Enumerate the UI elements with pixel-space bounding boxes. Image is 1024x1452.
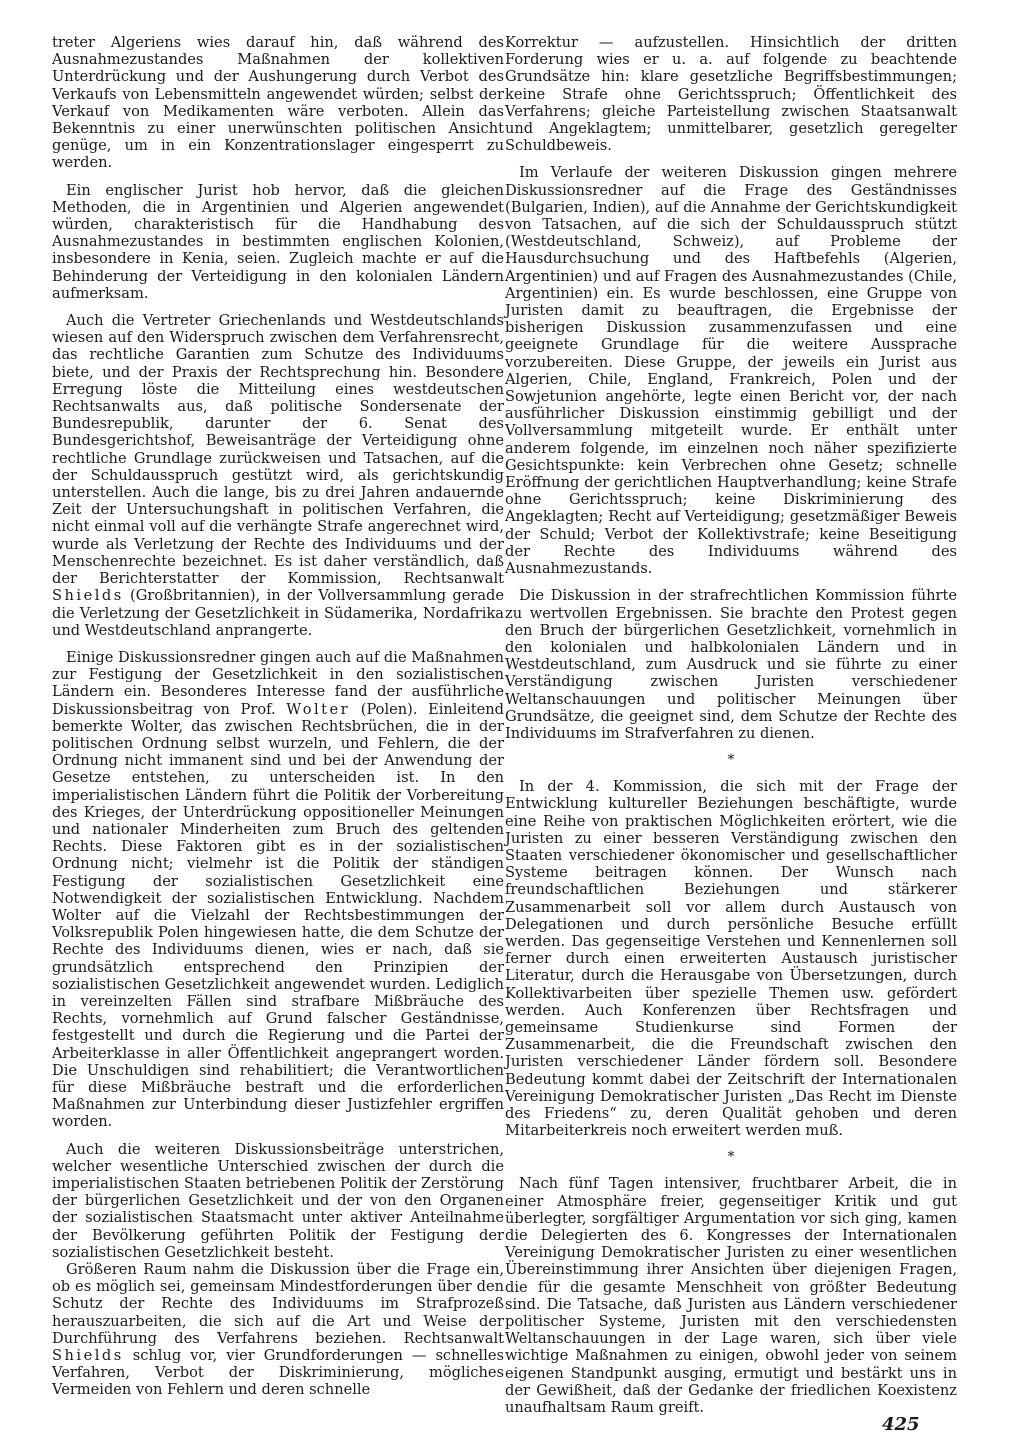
paragraph: treter Algeriens wies darauf hin, daß während des Ausnahmezustandes Maßnahmen der kollektiven Unterdrückung und der Aushungerung durch Verbot des Verkaufs von Lebensmitteln angewendet würden; selbst der Verkauf von Medikamenten wäre verboten. Allein das Bekenntnis zu einer unerwünschten politischen Ansicht genüge, um in ein Konzentrationslager eingesperrt zu werden. [52,34,504,172]
paragraph [52,312,504,639]
spaced-name: Wolter [286,700,351,718]
paragraph: Ein englischer Jurist hob hervor, daß die gleichen Methoden, die in Argentinien und Algerien angewendet würden, charakteristisch für die Handhabung des Ausnahmezustandes in bestimmten englischen Kolonien, insbesondere in Kenia, seien. Zugleich machte er auf die Behinderung der Verteidigung in den kolonialen Ländern aufmerksam. [52,181,504,302]
paragraph: Die Diskussion in der strafrechtlichen Kommission führte zu wertvollen Ergebnissen. Sie brachte den Protest gegen den Bruch der bürgerlichen Gesetzlichkeit, vornehmlich in den kolonialen und halbkolonialen Ländern und in Westdeutschland, zum Ausdruck und sie führte zu einer Verständigung zwischen Juristen verschiedener Weltanschauungen und politischer Meinungen über Grundsätze, die geeignet sind, dem Schutze der Rechte des Individuums im Strafverfahren zu dienen. [505,587,957,742]
paragraph-text: (Polen). Einleitend bemerkte Wolter, das zwischen Rechtsbrüchen, die in der politischen Ordnung selbst wurzeln, und Fehlern, die der Ordnung nicht immanent sind und bei der Anwendung der Gesetze entstehen, zu unterscheiden ist. In den imperialistischen Ländern führt die Politik der Vorbereitung des Krieges, der Unterdrückung oppositioneller Meinungen und nationaler Minderheiten zum Bruch des geltenden Rechts. Diese Faktoren gibt es in der sozialistischen Ordnung nicht; vielmehr ist die Politik der ständigen Festigung der sozialistischen Gesetzlichkeit eine Notwendigkeit der sozialistischen Entwicklung. Nachdem Wolter auf die Vielzahl der Rechtsbestimmungen der Volksrepublik Polen hingewiesen hatte, die dem Schutze der Rechte des Individuums dienen, wies er nach, daß sie grundsätzlich entsprechend den Prinzipien der sozialistischen Gesetzlichkeit angewendet wurden. Lediglich in vereinzelten Fällen sind strafbare Mißbräuche des Rechts, vornehmlich auf Grund falscher Geständnisse, festgestellt und durch die Regierung und die Partei der Arbeiterklasse in aller Öffentlichkeit angeprangert worden. Die Unschuldigen sind rehabilitiert; die Verantwortlichen für diese Mißbräuche bestraft und die erforderlichen Maßnahmen zur Unterbindung dieser Justizfehler ergriffen worden. [52,700,504,1131]
page-number: 425 [882,1414,920,1435]
right-column [505,34,957,1426]
paragraph [52,1261,504,1399]
paragraph-text: (Großbritannien), in der Vollversammlung gerade die Verletzung der Gesetzlichkeit in Südamerika, Nordafrika und Westdeutschland anprangerte. [52,587,504,639]
paragraph: Korrektur — aufzustellen. Hinsichtlich der dritten Forderung wies er u. a. auf folgende zu beachtende Grundsätze hin: klare gesetzliche Begriffsbestimmungen; keine Strafe ohne Gerichtsspruch; Öffentlichkeit des Verfahrens; gleiche Parteistellung zwischen Staatsanwalt und Angeklagtem; unmittelbarer, gesetzlich geregelter Schuldbeweis. [505,34,957,155]
spaced-name: Shields [52,587,124,605]
paragraph: In der 4. Kommission, die sich mit der Frage der Entwicklung kultureller Beziehungen beschäftigte, wurde eine Reihe von praktischen Möglichkeiten erörtert, wie die Juristen zu einer besseren Verständigung zwischen den Staaten verschiedener ökonomischer und gesellschaftlicher Systeme beitragen können. Der Wunsch nach freundschaftlichen Beziehungen und stärkerer Zusammenarbeit soll vor allem durch Austausch von Delegationen und durch persönliche Besuche erfüllt werden. Das gegenseitige Verstehen und Kennenlernen soll ferner durch einen erweiterten Austausch juristischer Literatur, durch die Herausgabe von Übersetzungen, durch Kollektivarbeiten über spezielle Themen usw. gefördert werden. Auch Konferenzen über Rechtsfragen und gemeinsame Studienkurse sind Formen der Zusammenarbeit, die die Freundschaft zwischen den Juristen verschiedener Länder fördern soll. Besondere Bedeutung kommt dabei der Zeitschrift der Internationalen Vereinigung Demokratischer Juristen „Das Recht im Dienste des Friedens“ zu, deren Qualität gehoben und deren Mitarbeiterkreis noch erweitert werden muß. [505,778,957,1140]
section-separator: * [727,752,735,769]
paragraph-text: Auch die Vertreter Griechenlands und Westdeutschlands wiesen auf den Widerspruch zwischen dem Verfahrensrecht, das rechtliche Garantien zum Schutze des Individuums biete, und der Praxis der Rechtsprechung hin. Besondere Erregung löste die Mitteilung eines westdeutschen Rechtsanwalts aus, daß politische Sondersenate der Bundesrepublik, darunter der 6. Senat des Bundesgerichtshof, Beweisanträge der Verteidigung ohne rechtliche Grundlage zurückweisen und Tatsachen, auf die der Schuldausspruch gestützt wird, als gerichtskundig unterstellen. Auch die lange, bis zu drei Jahren andauernde Zeit der Untersuchungshaft in politischen Verfahren, die nicht einmal voll auf die verhängte Strafe angerechnet wird, wurde als Verletzung der Rechte des Individuums und der Menschenrechte bezeichnet. Es ist daher verständlich, daß der Berichterstatter der Kommission, Rechtsanwalt [52,312,504,588]
paragraph: Im Verlaufe der weiteren Diskussion gingen mehrere Diskussionsredner auf die Frage des Geständnisses (Bulgarien, Indien), auf die Annahme der Gerichtskundigkeit von Tatsachen, auf die sich der Schuldausspruch stützt (Westdeutschland, Schweiz), auf Probleme der Hausdurchsuchung und des Haftbefehls (Algerien, Argentinien) und auf Fragen des Ausnahmezustandes (Chile, Argentinien) ein. Es wurde beschlossen, eine Gruppe von Juristen damit zu beauftragen, die Ergebnisse der bisherigen Diskussion zusammenzufassen und eine geeignete Grundlage für die weitere Aussprache vorzubereiten. Diese Gruppe, der jeweils ein Jurist aus Algerien, Chile, England, Frankreich, Polen und der Sowjetunion angehörte, legte einen Bericht vor, der nach ausführlicher Diskussion einstimmig gebilligt und der Vollversammlung mitgeteilt wurde. Er enthält unter anderem folgende, im einzelnen noch näher spezifizierte Gesichtspunkte: kein Verbrechen ohne Gesetz; schnelle Eröffnung der gerichtlichen Hauptverhandlung; keine Strafe ohne Gerichtsspruch; keine Diskriminierung des Angeklagten; Recht auf Verteidigung; gesetzmäßiger Beweis der Schuld; Verbot der Kollektivstrafe; keine Beseitigung der Rechte des Individuums während des Ausnahmezustands. [505,164,957,578]
paragraph [52,649,504,1131]
left-column [52,34,504,1409]
paragraph-text: Größeren Raum nahm die Diskussion über die Frage ein, ob es möglich sei, gemeinsam Mindestforderungen über den Schutz der Rechte des Individuums im Strafprozeß herauszuarbeiten, die sich auf die Art und Weise der Durchführung des Verfahrens beziehen. Rechtsanwalt [52,1261,504,1347]
paragraph: Auch die weiteren Diskussionsbeiträge unterstrichen, welcher wesentliche Unterschied zwischen der durch die imperialistischen Staaten betriebenen Politik der Zerstörung der bürgerlichen Gesetzlichkeit und der von den Organen der sozialistischen Staatsmacht unter aktiver Anteilnahme der Bevölkerung geführten Politik der Festigung der sozialistischen Gesetzlichkeit besteht. [52,1140,504,1261]
section-separator: * [727,1149,735,1166]
paragraph-text: schlug vor, vier Grundforderungen — schnelles Verfahren, Verbot der Diskriminierung, mögliches Vermeiden von Fehlern und deren schnelle [52,1347,505,1399]
paragraph: Nach fünf Tagen intensiver, fruchtbarer Arbeit, die in einer Atmosphäre freier, gegenseitiger Kritik und gut überlegter, sorgfältiger Argumentation vor sich ging, kamen die Delegierten des 6. Kongresses der Internationalen Vereinigung Demokratischer Juristen zu einer wesentlichen Übereinstimmung ihrer Ansichten über diejenigen Fragen, die für die gesamte Menschheit von größter Bedeutung sind. Die Tatsache, daß Juristen aus Ländern verschiedener politischer Systeme, Juristen mit den verschiedensten Weltanschauungen in der Lage waren, sich über viele wichtige Maßnahmen zu einigen, obwohl jeder von seinem eigenen Standpunkt ausging, ermutigt und bestärkt uns in der Gewißheit, daß der Gedanke der friedlichen Koexistenz unaufhaltsam Raum greift. [505,1175,957,1417]
paragraph-text: Einige Diskussionsredner gingen auch auf die Maßnahmen zur Festigung der Gesetzlichkeit in den sozialistischen Ländern ein. Besonderes Interesse fand der ausführliche Diskussionsbeitrag von Prof. [52,648,504,718]
spaced-name: Shields [52,1347,124,1365]
